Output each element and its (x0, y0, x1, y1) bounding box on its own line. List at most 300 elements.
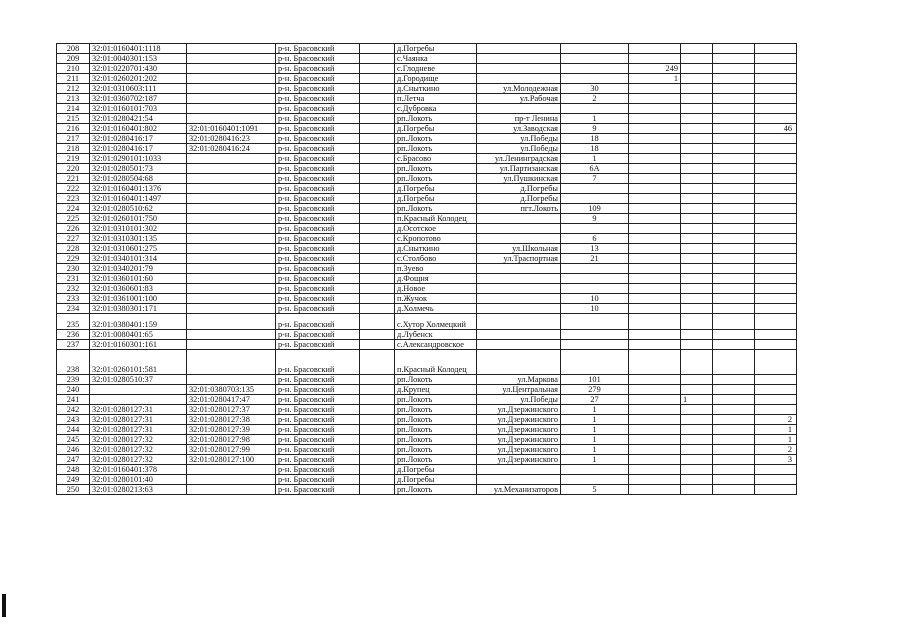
col-c (755, 54, 797, 64)
district: р-н. Брасовский (276, 154, 360, 164)
extra-cell (360, 114, 395, 124)
cadastral-number: 32:01:0361001:100 (90, 294, 187, 304)
value-cell (629, 294, 681, 304)
cadastral-number: 32:01:0160401:1376 (90, 184, 187, 194)
row-number: 227 (57, 234, 90, 244)
value-cell (629, 204, 681, 214)
table-row (57, 44, 797, 54)
col-c (755, 314, 797, 330)
col-b (713, 340, 755, 350)
row-number: 228 (57, 244, 90, 254)
locality: с.Дубровка (395, 104, 477, 114)
street: ул.Молодежная (477, 84, 561, 94)
linked-cadastral-number (187, 204, 276, 214)
col-b (713, 415, 755, 425)
house-number (561, 224, 629, 234)
col-b (713, 74, 755, 84)
col-a (681, 425, 713, 435)
district: р-н. Брасовский (276, 194, 360, 204)
extra-cell (360, 224, 395, 234)
locality: рп.Локоть (395, 134, 477, 144)
cadastral-number: 32:01:0340201:79 (90, 264, 187, 274)
table-row (57, 174, 797, 184)
col-b (713, 284, 755, 294)
col-a (681, 134, 713, 144)
value-cell (629, 304, 681, 314)
col-a (681, 415, 713, 425)
col-b (713, 174, 755, 184)
linked-cadastral-number: 32:01:0280127:98 (187, 435, 276, 445)
linked-cadastral-number (187, 264, 276, 274)
table-row (57, 264, 797, 274)
district: р-н. Брасовский (276, 134, 360, 144)
locality: д.Погребы (395, 194, 477, 204)
col-b (713, 114, 755, 124)
col-b (713, 395, 755, 405)
linked-cadastral-number (187, 104, 276, 114)
extra-cell (360, 475, 395, 485)
house-number (561, 340, 629, 350)
linked-cadastral-number (187, 94, 276, 104)
district: р-н. Брасовский (276, 405, 360, 415)
district: р-н. Брасовский (276, 385, 360, 395)
row-number: 221 (57, 174, 90, 184)
col-a (681, 74, 713, 84)
linked-cadastral-number (187, 340, 276, 350)
row-number: 231 (57, 274, 90, 284)
extra-cell (360, 485, 395, 495)
col-b (713, 144, 755, 154)
street (477, 304, 561, 314)
value-cell (629, 405, 681, 415)
linked-cadastral-number (187, 64, 276, 74)
value-cell (629, 234, 681, 244)
table-row (57, 405, 797, 415)
street: ул.Дзержинского (477, 405, 561, 415)
locality: д.Новое (395, 284, 477, 294)
locality: д.Погребы (395, 124, 477, 134)
col-a (681, 455, 713, 465)
house-number: 18 (561, 144, 629, 154)
col-a (681, 64, 713, 74)
linked-cadastral-number (187, 44, 276, 54)
cadastral-number: 32:01:0160401:802 (90, 124, 187, 134)
street: ул.Школьная (477, 244, 561, 254)
extra-cell (360, 134, 395, 144)
extra-cell (360, 465, 395, 475)
col-a (681, 194, 713, 204)
extra-cell (360, 340, 395, 350)
extra-cell (360, 234, 395, 244)
extra-cell (360, 194, 395, 204)
table-row (57, 214, 797, 224)
col-b (713, 274, 755, 284)
value-cell (629, 254, 681, 264)
house-number: 279 (561, 385, 629, 395)
house-number (561, 264, 629, 274)
house-number (561, 475, 629, 485)
locality: с.Александровское (395, 340, 477, 350)
locality: рп.Локоть (395, 174, 477, 184)
cadastral-number: 32:01:0360601:83 (90, 284, 187, 294)
col-c (755, 304, 797, 314)
col-b (713, 64, 755, 74)
house-number: 1 (561, 435, 629, 445)
house-number: 5 (561, 485, 629, 495)
table-row (57, 94, 797, 104)
linked-cadastral-number: 32:01:0160401:1091 (187, 124, 276, 134)
district: р-н. Брасовский (276, 264, 360, 274)
district: р-н. Брасовский (276, 415, 360, 425)
linked-cadastral-number: 32:01:0280416:24 (187, 144, 276, 154)
col-a (681, 54, 713, 64)
street (477, 234, 561, 244)
house-number: 18 (561, 134, 629, 144)
col-b (713, 184, 755, 194)
row-number: 217 (57, 134, 90, 144)
col-c: 3 (755, 455, 797, 465)
col-c: 2 (755, 445, 797, 455)
col-b (713, 104, 755, 114)
value-cell (629, 154, 681, 164)
house-number (561, 284, 629, 294)
row-number: 249 (57, 475, 90, 485)
linked-cadastral-number (187, 164, 276, 174)
scan-margin-mark (2, 594, 6, 617)
extra-cell (360, 264, 395, 274)
cadastral-number: 32:01:0280101:40 (90, 475, 187, 485)
district: р-н. Брасовский (276, 224, 360, 234)
extra-cell (360, 385, 395, 395)
locality: д.Погребы (395, 465, 477, 475)
street: ул.Пушкинская (477, 174, 561, 184)
linked-cadastral-number (187, 465, 276, 475)
value-cell (629, 104, 681, 114)
col-a (681, 254, 713, 264)
street: ул.Победы (477, 144, 561, 154)
house-number: 13 (561, 244, 629, 254)
locality: рп.Локоть (395, 485, 477, 495)
table-row (57, 385, 797, 395)
linked-cadastral-number (187, 194, 276, 204)
col-c (755, 375, 797, 385)
col-c (755, 44, 797, 54)
linked-cadastral-number (187, 174, 276, 184)
row-number: 241 (57, 395, 90, 405)
extra-cell (360, 84, 395, 94)
house-number: 6А (561, 164, 629, 174)
table-row (57, 330, 797, 340)
street (477, 104, 561, 114)
house-number: 30 (561, 84, 629, 94)
col-b (713, 405, 755, 415)
cadastral-number: 32:01:0280416:17 (90, 144, 187, 154)
street (477, 340, 561, 350)
cadastral-number: 32:01:0280127:32 (90, 455, 187, 465)
col-c (755, 164, 797, 174)
linked-cadastral-number (187, 294, 276, 304)
linked-cadastral-number: 32:01:0280127:100 (187, 455, 276, 465)
locality: рп.Локоть (395, 415, 477, 425)
value-cell (629, 475, 681, 485)
table-row (57, 395, 797, 405)
table-row (57, 475, 797, 485)
locality: рп.Локоть (395, 445, 477, 455)
row-number: 215 (57, 114, 90, 124)
col-c (755, 405, 797, 415)
locality: д.Холмечь (395, 304, 477, 314)
col-a (681, 405, 713, 415)
row-number: 237 (57, 340, 90, 350)
value-cell (629, 445, 681, 455)
house-number: 10 (561, 304, 629, 314)
row-number: 243 (57, 415, 90, 425)
col-c: 1 (755, 435, 797, 445)
value-cell (629, 465, 681, 475)
street: ул.Победы (477, 395, 561, 405)
row-number: 240 (57, 385, 90, 395)
extra-cell (360, 274, 395, 284)
street: д.Погребы (477, 194, 561, 204)
row-number: 226 (57, 224, 90, 234)
extra-cell (360, 144, 395, 154)
row-number: 220 (57, 164, 90, 174)
value-cell (629, 435, 681, 445)
district: р-н. Брасовский (276, 284, 360, 294)
extra-cell (360, 395, 395, 405)
col-b (713, 455, 755, 465)
row-number: 246 (57, 445, 90, 455)
col-b (713, 475, 755, 485)
table-row (57, 154, 797, 164)
value-cell (629, 194, 681, 204)
col-a (681, 445, 713, 455)
street: ул.Дзержинского (477, 425, 561, 435)
linked-cadastral-number: 32:01:0280127:99 (187, 445, 276, 455)
table-row (57, 455, 797, 465)
value-cell (629, 330, 681, 340)
street (477, 224, 561, 234)
col-b (713, 350, 755, 375)
extra-cell (360, 294, 395, 304)
linked-cadastral-number: 32:01:0280416:23 (187, 134, 276, 144)
table-row (57, 244, 797, 254)
district: р-н. Брасовский (276, 274, 360, 284)
col-c (755, 234, 797, 244)
col-c (755, 104, 797, 114)
district: р-н. Брасовский (276, 164, 360, 174)
cadastral-number: 32:01:0280127:32 (90, 435, 187, 445)
table-row (57, 465, 797, 475)
house-number (561, 184, 629, 194)
linked-cadastral-number: 32:01:0280127:38 (187, 415, 276, 425)
row-number: 242 (57, 405, 90, 415)
col-b (713, 164, 755, 174)
table-row (57, 104, 797, 114)
district: р-н. Брасовский (276, 435, 360, 445)
extra-cell (360, 154, 395, 164)
value-cell (629, 144, 681, 154)
locality: с.Хутор Холмецкий (395, 314, 477, 330)
locality: рп.Локоть (395, 144, 477, 154)
col-b (713, 44, 755, 54)
value-cell (629, 54, 681, 64)
street: д.Погребы (477, 184, 561, 194)
value-cell (629, 314, 681, 330)
extra-cell (360, 254, 395, 264)
cadastral-number: 32:01:0290101:1033 (90, 154, 187, 164)
col-b (713, 94, 755, 104)
house-number: 1 (561, 405, 629, 415)
col-c (755, 264, 797, 274)
street: ул.Траспортная (477, 254, 561, 264)
col-a (681, 44, 713, 54)
cadastral-number: 32:01:0310101:302 (90, 224, 187, 234)
col-a (681, 264, 713, 274)
col-a (681, 475, 713, 485)
table-row (57, 124, 797, 134)
col-b (713, 264, 755, 274)
cadastral-number: 32:01:0280510:62 (90, 204, 187, 214)
col-c (755, 395, 797, 405)
linked-cadastral-number (187, 84, 276, 94)
street (477, 64, 561, 74)
house-number (561, 64, 629, 74)
house-number: 27 (561, 395, 629, 405)
locality: д.Погребы (395, 44, 477, 54)
extra-cell (360, 425, 395, 435)
table-row (57, 164, 797, 174)
house-number: 10 (561, 294, 629, 304)
district: р-н. Брасовский (276, 314, 360, 330)
district: р-н. Брасовский (276, 304, 360, 314)
col-a (681, 224, 713, 234)
extra-cell (360, 174, 395, 184)
street: ул.Центральная (477, 385, 561, 395)
table-row (57, 415, 797, 425)
street: ул.Механизаторов (477, 485, 561, 495)
col-b (713, 224, 755, 234)
col-a (681, 244, 713, 254)
col-c (755, 174, 797, 184)
district: р-н. Брасовский (276, 84, 360, 94)
extra-cell (360, 214, 395, 224)
street (477, 314, 561, 330)
district: р-н. Брасовский (276, 44, 360, 54)
value-cell (629, 134, 681, 144)
street: ул.Дзержинского (477, 435, 561, 445)
locality: рп.Локоть (395, 164, 477, 174)
street: ул.Дзержинского (477, 415, 561, 425)
value-cell (629, 114, 681, 124)
extra-cell (360, 284, 395, 294)
extra-cell (360, 74, 395, 84)
col-c (755, 134, 797, 144)
value-cell (629, 184, 681, 194)
table-row (57, 314, 797, 330)
district: р-н. Брасовский (276, 54, 360, 64)
house-number (561, 194, 629, 204)
linked-cadastral-number (187, 314, 276, 330)
cadastral-number: 32:01:0260201:202 (90, 74, 187, 84)
row-number: 247 (57, 455, 90, 465)
locality: д.Лубенск (395, 330, 477, 340)
col-c (755, 64, 797, 74)
row-number: 229 (57, 254, 90, 264)
col-a (681, 214, 713, 224)
value-cell (629, 284, 681, 294)
house-number: 9 (561, 124, 629, 134)
locality: п.Красный Колодец (395, 350, 477, 375)
col-c (755, 154, 797, 164)
cadastral-number: 32:01:0360702:187 (90, 94, 187, 104)
row-number: 244 (57, 425, 90, 435)
linked-cadastral-number (187, 184, 276, 194)
table-row (57, 274, 797, 284)
row-number: 248 (57, 465, 90, 475)
cadastral-number: 32:01:0220701:430 (90, 64, 187, 74)
linked-cadastral-number (187, 234, 276, 244)
house-number: 9 (561, 214, 629, 224)
table-row (57, 224, 797, 234)
locality: с.Брасово (395, 154, 477, 164)
col-a (681, 284, 713, 294)
table-row (57, 294, 797, 304)
house-number: 1 (561, 455, 629, 465)
col-b (713, 194, 755, 204)
street: ул.Ленинградская (477, 154, 561, 164)
street: ул.Дзержинского (477, 455, 561, 465)
row-number: 208 (57, 44, 90, 54)
house-number: 1 (561, 154, 629, 164)
table-row (57, 304, 797, 314)
value-cell (629, 94, 681, 104)
extra-cell (360, 304, 395, 314)
extra-cell (360, 350, 395, 375)
col-c (755, 350, 797, 375)
locality: рп.Локоть (395, 114, 477, 124)
col-c (755, 284, 797, 294)
row-number: 250 (57, 485, 90, 495)
value-cell: 249 (629, 64, 681, 74)
value-cell (629, 395, 681, 405)
table-row (57, 435, 797, 445)
district: р-н. Брасовский (276, 74, 360, 84)
col-a: 1 (681, 395, 713, 405)
col-a (681, 385, 713, 395)
district: р-н. Брасовский (276, 174, 360, 184)
value-cell (629, 124, 681, 134)
value-cell: 1 (629, 74, 681, 84)
extra-cell (360, 104, 395, 114)
house-number (561, 44, 629, 54)
col-c (755, 385, 797, 395)
cadastral-number: 32:01:0160401:1497 (90, 194, 187, 204)
house-number: 7 (561, 174, 629, 184)
value-cell (629, 244, 681, 254)
row-number: 233 (57, 294, 90, 304)
district: р-н. Брасовский (276, 294, 360, 304)
cadastral-number: 32:01:0380301:171 (90, 304, 187, 314)
cadastral-number: 32:01:0310601:275 (90, 244, 187, 254)
col-b (713, 485, 755, 495)
cadastral-number: 32:01:0080401:65 (90, 330, 187, 340)
cadastral-number: 32:01:0340101:314 (90, 254, 187, 264)
col-b (713, 304, 755, 314)
value-cell (629, 340, 681, 350)
cadastral-number (90, 385, 187, 395)
house-number (561, 465, 629, 475)
